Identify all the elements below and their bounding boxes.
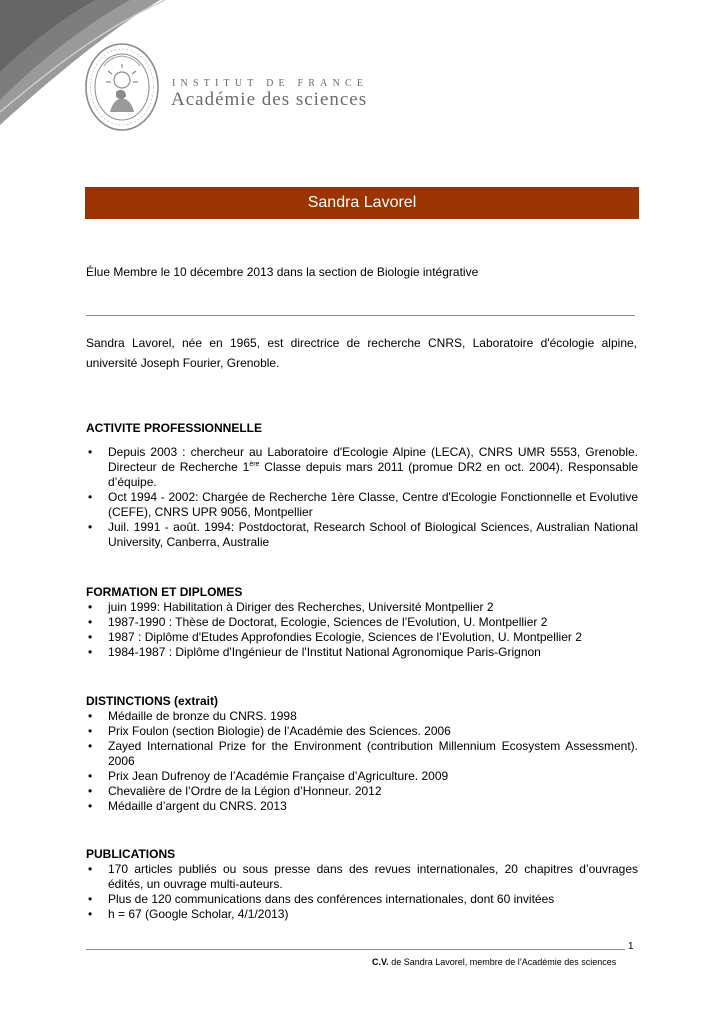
list-item: • 1984-1987 : Diplôme d'Ingénieur de l'Institut National Agronomique Paris-Grignon: [88, 645, 541, 659]
intro-paragraph: Sandra Lavorel, née en 1965, est directrice de recherche CNRS, Laboratoire d'écologie alpine, université Joseph Fourier, Grenoble.: [86, 336, 637, 370]
list-item: • h = 67 (Google Scholar, 4/1/2013): [88, 907, 289, 921]
footer-divider: [86, 949, 625, 950]
name-banner: [85, 187, 639, 219]
bullet: •: [88, 769, 93, 783]
activite-list: [86, 445, 638, 550]
list-item: • Zayed International Prize for the Environment (contribution Millennium Ecosystem Assessment). 2006: [88, 739, 638, 768]
bullet: •: [88, 862, 93, 876]
activite-section: [86, 421, 638, 550]
publications-heading: PUBLICATIONS: [86, 847, 176, 861]
academie-seal-logo: [84, 42, 160, 132]
bullet: •: [88, 799, 93, 813]
list-item: • Chevalière de l’Ordre de la Légion d’Honneur. 2012: [88, 784, 382, 798]
distinctions-list: [86, 709, 638, 814]
list-item: • Prix Foulon (section Biologie) de l’Académie des Sciences. 2006: [88, 724, 451, 738]
bullet: •: [88, 709, 93, 723]
bullet: •: [88, 490, 93, 504]
page-number: 1: [628, 941, 634, 952]
institut-de-france-label: INSTITUT DE FRANCE: [172, 78, 369, 89]
bullet: •: [88, 630, 93, 644]
publications-list: [86, 862, 638, 922]
section-divider: [86, 315, 635, 316]
list-item: • 170 articles publiés ou sous presse dans des revues internationales, 20 chapitres d’ouvrages édités, un ouvrage multi-auteurs.: [88, 862, 638, 891]
formation-section: [86, 585, 638, 660]
bullet: •: [88, 520, 93, 534]
bullet: •: [88, 615, 93, 629]
election-statement: Élue Membre le 10 décembre 2013 dans la section de Biologie intégrative: [86, 265, 479, 279]
list-item: • juin 1999: Habilitation à Diriger des Recherches, Université Montpellier 2: [88, 600, 494, 614]
list-item: • Plus de 120 communications dans des conférences internationales, dont 60 invitées: [88, 892, 555, 906]
footer-caption: [372, 957, 616, 967]
list-item: • Prix Jean Dufrenoy de l’Académie Française d’Agriculture. 2009: [88, 769, 449, 783]
footer-text: de Sandra Lavorel, membre de l’Académie des sciences: [388, 957, 617, 967]
bullet: •: [88, 907, 93, 921]
bullet: •: [88, 445, 93, 459]
bullet: •: [88, 724, 93, 738]
list-item: • Oct 1994 - 2002: Chargée de Recherche 1ère Classe, Centre d'Ecologie Fonctionnelle et Evolutive (CEFE), CNRS UPR 9056, Montpellier: [88, 490, 638, 519]
academie-des-sciences-label: Académie des sciences: [171, 89, 368, 110]
bullet: •: [88, 739, 93, 753]
cv-label: C.V.: [372, 957, 389, 967]
list-item: • Médaille de bronze du CNRS. 1998: [88, 709, 297, 723]
bullet: •: [88, 600, 93, 614]
list-item: • 1987-1990 : Thèse de Doctorat, Ecologie, Sciences de l’Evolution, U. Montpellier 2: [88, 615, 548, 629]
list-item: • Depuis 2003 : chercheur au Laboratoire d'Ecologie Alpine (LECA), CNRS UMR 5553, Grenoble. Directeur de Recherche 1ère Classe depuis mars 2011 (promue DR2 en oct. 2004). Responsable d’équipe.: [88, 445, 638, 489]
distinctions-heading: DISTINCTIONS (extrait): [86, 694, 219, 708]
activite-heading: ACTIVITE PROFESSIONNELLE: [86, 421, 263, 435]
distinctions-section: [86, 694, 638, 814]
bullet: •: [88, 784, 93, 798]
bullet: •: [88, 892, 93, 906]
list-item: • Médaille d’argent du CNRS. 2013: [88, 799, 287, 813]
formation-list: [86, 600, 638, 660]
list-item: • Juil. 1991 - août. 1994: Postdoctorat, Research School of Biological Sciences, Australian National University, Canberra, Australie: [88, 520, 638, 549]
formation-heading: FORMATION ET DIPLOMES: [86, 585, 243, 599]
publications-section: [86, 847, 638, 922]
member-name: Sandra Lavorel: [307, 194, 417, 211]
bullet: •: [88, 645, 93, 659]
list-item: • 1987 : Diplôme d'Etudes Approfondies Ecologie, Sciences de l’Evolution, U. Montpellier 2: [88, 630, 582, 644]
